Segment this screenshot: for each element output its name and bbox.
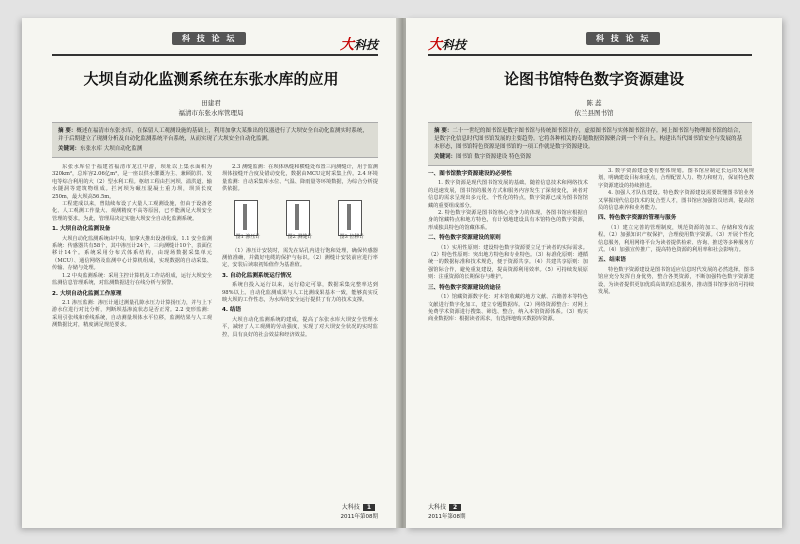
- body-paragraph: 2.3 测缝监测：在坝体纵缝和横缝处布置三向测缝计，用于监测坝体接缝开合度及错动变化，数据由MCU定时采集上传。2.4 环境量监测：自动采集库水位、气温、降雨量等环境数据，为综合分析提供依据。: [222, 164, 378, 193]
- figure-caption: 图3 位移计: [339, 234, 365, 241]
- section-heading: 2. 大坝自动化监测工作原理: [52, 290, 122, 297]
- body-paragraph: 东张水库位于福建省福清市龙江中游，坝址以上集水面积为320km²，总库容2.06亿m³，是一座以供水灌溉为主、兼顾防洪、发电等综合利用的大（2）型水利工程。枢纽工程由拦河坝、溢洪道、输水隧洞等建筑物组成。拦河坝为碾压混凝土重力坝，坝顶长度250m，最大坝高56.5m。: [52, 164, 212, 200]
- abstract-label: 摘 要：: [434, 128, 453, 134]
- article-affiliation: 依兰县图书馆: [574, 109, 614, 117]
- abstract-label: 摘 要：: [58, 128, 77, 134]
- keywords-label: 关键词：: [58, 146, 81, 152]
- brand-mark: 大: [428, 37, 442, 53]
- section-heading: 1. 大坝自动化监测设备: [52, 226, 111, 233]
- body-paragraph: 大坝自动化监测系统由中央、加拿大推出设备组成。1.1 安全监测系统：传感器共有58个，其中渗压计24个，三向测缝计10个，表面位移计14个。系统采用分布式体系结构，由现场数据采集单元（MCU）、通信网络及监测中心计算机组成，实现数据的自动采集、传输、存储与处理。: [52, 235, 212, 272]
- body-paragraph: （1）渗压计安装时，需先在钻孔内进行饱和处理，确保传感器测值准确，并做好电缆的保护与标识。（2）测缝计安装前应进行率定，安装后读取初始值作为基准值。: [222, 247, 378, 269]
- article-affiliation: 福清市东张水库管理局: [178, 109, 244, 117]
- brand-mark: 大: [339, 37, 354, 53]
- body-paragraph: 大坝自动化监测系统的建成，提高了东张水库大坝安全管理水平，减轻了人工观测的劳动强度，实现了对大坝安全状况的实时监控，具有良好的社会效益和经济效益。: [222, 316, 378, 338]
- figure-displacement-meter: [328, 198, 376, 242]
- keywords-line: [434, 153, 746, 161]
- page-footer: [428, 502, 466, 520]
- body-paragraph: 1. 数字资源是现代图书馆发展的基础。随着信息技术和网络技术的迅速发展，图书馆的服务方式和服务内容发生了深刻变化，读者对信息的需求呈现出多元化、个性化的特点，数字资源已成为图书馆馆藏的重要组成部分。: [428, 180, 588, 209]
- section-heading: 二、特色数字资源建设的原则: [428, 235, 501, 242]
- body-paragraph: （1）馆藏资源数字化：对本馆收藏的地方文献、古籍善本等特色文献进行数字化加工，建立专题数据库。（2）网络资源整合：对网上免费学术资源进行搜集、筛选、整合，纳入本馆资源体系。（3）购买商业数据库：根据读者需求，有选择地购买数据库资源。: [428, 294, 588, 323]
- footer-date: 2011年第08期: [428, 514, 466, 520]
- body-paragraph: （1）建立完善的管理制度，规范资源的加工、存储和发布流程。（2）加强知识产权保护，合理使用数字资源。（3）开展个性化信息服务，利用网络平台为读者提供检索、咨询、推送等多种服务方式。（4）加强宣传推广，提高特色资源的利用率和社会影响力。: [598, 224, 754, 254]
- body-paragraph: 4. 加强人才队伍建设。特色数字资源建设需要既懂图书馆业务又掌握现代信息技术的复合型人才，图书馆应加强馆员培训，提高馆员的信息素养和业务能力。: [598, 190, 754, 212]
- section-tag: 科 技 论 坛: [172, 32, 246, 45]
- figure-piezometer: [224, 198, 272, 242]
- body-paragraph: 2.1 渗压监测：渗压计通过测量孔隙水压力计算扬压力，并与上下游水位进行对比分析，判断坝基渗流状态是否正常。2.2 变形监测：采用引张线和垂线系统，自动测量坝体水平位移，监测结果与人工观测数据比对，精度满足规范要求。: [52, 299, 212, 329]
- section-heading: 四、特色数字资源的管理与服务: [598, 215, 677, 222]
- column-2-top: [222, 164, 378, 194]
- footer-brand: 大科技: [341, 504, 360, 511]
- section-heading: 一、图书馆数字资源建设的必要性: [428, 171, 512, 177]
- keywords-line: [58, 145, 372, 153]
- footer-date: 2011年第08期: [340, 514, 378, 520]
- text-column-2: [222, 164, 378, 484]
- section-heading: 三、特色数字资源建设的途径: [428, 284, 501, 291]
- right-page: [406, 18, 782, 528]
- magazine-spread: [22, 18, 782, 528]
- page-footer: [341, 502, 379, 520]
- figure-row: [222, 198, 378, 244]
- page-number: 2: [449, 504, 461, 511]
- section-heading: 五、结束语: [598, 257, 626, 264]
- header-rule: [52, 54, 378, 56]
- footer-brand: 大科技: [428, 504, 447, 511]
- keywords-text: 图书馆 数字资源建设 特色资源: [456, 154, 532, 160]
- text-column-1: [52, 164, 212, 484]
- article-title: 论图书馆特色数字资源建设: [503, 70, 684, 88]
- body-paragraph: 工程建成以来，曾陆续布设了大量人工观测设施，但由于设备老化、人工观测工作量大、观测精度不高等原因，已不能满足大坝安全管理的要求。为此，管理局决定实施大坝安全自动化监测系统。: [52, 201, 212, 222]
- page-number: 1: [363, 504, 375, 511]
- article-author: 陈 蕊: [586, 99, 602, 107]
- abstract-box: [428, 122, 752, 166]
- brand-logo: [340, 34, 378, 54]
- left-page: [22, 18, 400, 528]
- brand-logo: [428, 34, 466, 54]
- column-2-bottom: [222, 248, 378, 339]
- figure-joint-meter: [276, 198, 324, 242]
- body-paragraph: 2. 特色数字资源是图书馆核心竞争力的体现。各图书馆应根据自身的馆藏特点和地方特色，有计划地建设具有本馆特色的数字资源，形成独具特色的馆藏体系。: [428, 210, 588, 231]
- abstract-text: 概述在福清市东张水库，在保留人工观测设施的基础上，利用加拿大某推出的仪器进行了大坝安全自动化监测实时系统，并于后期建立了现测分析及自动化监测系统平台系统，从而实现了大坝安全自动化监测。: [58, 128, 368, 142]
- header-rule: [428, 54, 752, 56]
- figure-caption: 图2 测缝计: [287, 234, 313, 241]
- abstract-box: [52, 122, 378, 158]
- brand-name: 科技: [353, 38, 378, 52]
- section-heading: 3. 自动化监测系统运行情况: [222, 272, 292, 279]
- keywords-label: 关键词：: [434, 154, 457, 160]
- abstract-text: 二十一世纪的图书馆是数字图书馆与传统图书馆并存，虚拟图书馆与实体图书馆并存。网上图书馆与物理图书馆的结合，是数字化信息时代图书馆发展的主要趋势。它将各种相关的专题数据资源聚合到一个平台上，构建出当代图书馆安全与发展的基本形态，图书馆特色资源是图书馆的一项工作就是数字资源建设。: [434, 128, 744, 150]
- body-paragraph: （1）实用性原则：建设特色数字资源要立足于读者的实际需求。（2）特色性原则：突出地方特色和专业特色。（3）标准化原则：遵循统一的数据标准和技术规范，便于资源共享。（4）共建共享原则：加强馆际合作，避免重复建设，提高资源利用效率。（5）可持续发展原则：注重资源的长期保存与维护。: [428, 244, 588, 281]
- body-paragraph: 1.2 中央监测系统：采用主控计算机及工作站组成，运行大坝安全监测信息管理系统，对监测数据进行在线分析与预警。: [52, 272, 212, 287]
- figure-caption: 图1 渗压计: [235, 234, 261, 241]
- text-column-1: [428, 168, 588, 486]
- keywords-text: 东张水库 大坝自动化监测: [80, 146, 143, 152]
- text-column-2: [598, 168, 754, 486]
- section-heading: 4. 结语: [222, 307, 242, 314]
- body-paragraph: 3. 数字资源建设要有整体规划。图书馆应制定长远的发展规划，明确建设目标和重点，合理配置人力、物力和财力，保证特色数字资源建设的持续推进。: [598, 168, 754, 189]
- body-paragraph: 系统自投入运行以来，运行稳定可靠，数据采集完整率达到98%以上。自动化监测成果与人工比测成果基本一致，能够真实反映大坝的工作性态，为水库的安全运行提供了有力的技术支撑。: [222, 282, 378, 304]
- article-author: 田建君: [201, 99, 221, 107]
- body-paragraph: 特色数字资源建设是图书馆适应信息时代发展的必然选择。图书馆应充分发挥自身优势，整合各类资源，不断加强特色数字资源建设，为读者提供更加优质高效的信息服务，推动图书馆事业的可持续发展。: [598, 266, 754, 296]
- article-title: 大坝自动化监测系统在东张水库的应用: [83, 70, 339, 88]
- brand-name: 科技: [442, 38, 467, 52]
- section-tag: 科 技 论 坛: [586, 32, 660, 45]
